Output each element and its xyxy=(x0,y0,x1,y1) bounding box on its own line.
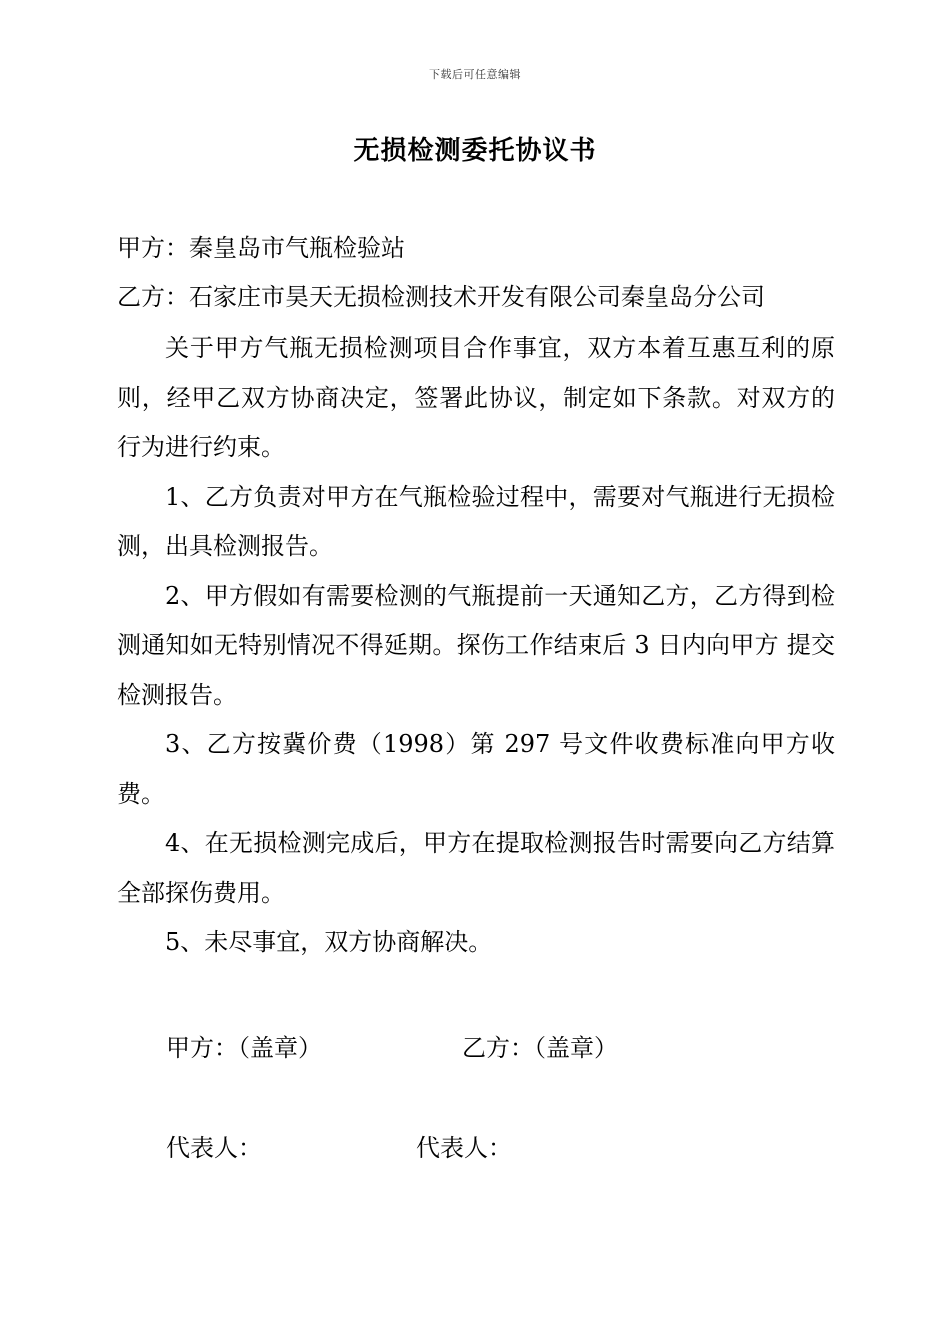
clause-2: 2、甲方假如有需要检测的气瓶提前一天通知乙方，乙方得到检测通知如无特别情况不得延期。探伤工作结束后 3 日内向甲方 提交检测报告。 xyxy=(117,581,835,709)
party-a-line: 甲方：秦皇岛市气瓶检验站 xyxy=(117,234,405,262)
clause-4: 4、在无损检测完成后，甲方在提取检测报告时需要向乙方结算全部探伤费用。 xyxy=(117,829,835,907)
intro-paragraph: 关于甲方气瓶无损检测项目合作事宜，双方本着互惠互利的原则，经甲乙双方协商决定，签署此协议，制定如下条款。对双方的行为进行约束。 xyxy=(117,334,835,461)
party-a-seal: 甲方：（盖章） xyxy=(166,1034,322,1062)
party-b-seal: 乙方：（盖章） xyxy=(462,1034,618,1062)
clause-1: 1、乙方负责对甲方在气瓶检验过程中，需要对气瓶进行无损检测，出具检测报告。 xyxy=(117,482,835,560)
clause-3: 3、乙方按冀价费（1998）第 297 号文件收费标准向甲方收费。 xyxy=(117,730,835,808)
clause-5: 5、未尽事宜，双方协商解决。 xyxy=(165,928,493,956)
party-b-line: 乙方：石家庄市昊天无损检测技术开发有限公司秦皇岛分公司 xyxy=(117,283,765,311)
header-note: 下载后可任意编辑 xyxy=(429,68,521,81)
party-b-representative: 代表人： xyxy=(416,1134,512,1162)
agreement-body xyxy=(117,324,835,968)
party-a-representative: 代表人： xyxy=(166,1134,262,1162)
document-title: 无损检测委托协议书 xyxy=(353,136,597,166)
